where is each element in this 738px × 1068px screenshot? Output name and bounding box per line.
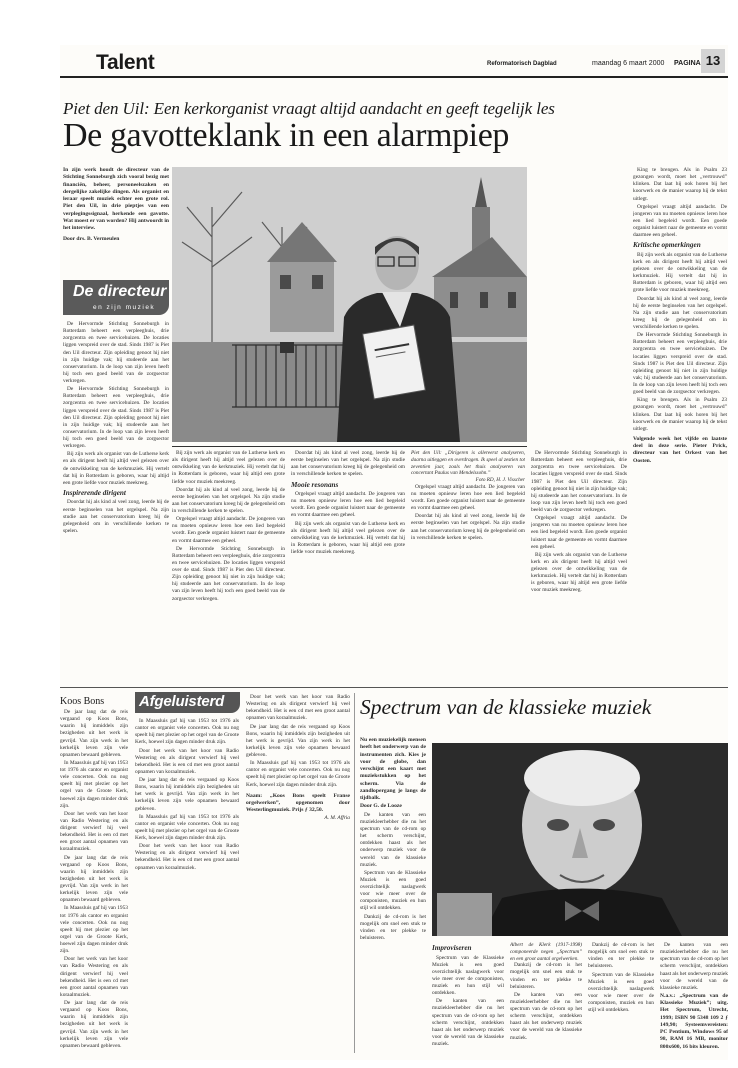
body-text: De kanten van een muziekleerhebber die nu het spectrum van de cd-rom op het scherm verschijnt, ontdekken haast als het onderwerp muziek voor de wereld van de klassieke muziek. [510, 991, 582, 1041]
article-body-column-3 [291, 450, 405, 670]
portrait-caption: Albert de Klerk (1917-1998) componeerde negen „Spectrum” en een groot aantal orgelwerken. [510, 942, 582, 962]
body-text: Door het werk van het koor van Radio Westering en als dirigent verwierf hij veel bekendheid. Het is een cd met een groot aantal opnamen van koraalmuziek. [60, 810, 128, 853]
article-headline: De gavotteklank in een alarmpiep [63, 117, 510, 154]
body-text: Bij zijn werk als organist van de Lutherse kerk en als dirigent heeft hij altijd veel gelezen over de ontwikkeling van de kerkmuziek. Hij vertelt dat hij in Rotterdam is geboren, waar hij altijd een grote liefde voor muziek meekreeg. [531, 551, 627, 594]
photo-caption: Piet den Uil: „Dirigeren is allereerst analyseren, daarna uitleggen en overdragen. Ik speel al zestien tot zeventien jaar, zoals het thuis analyseren van concertant Paulus van Mendelssohn.” [411, 450, 525, 477]
afgeluisterd-label: Afgeluisterd [139, 693, 225, 710]
article-body-column-5 [531, 450, 627, 670]
body-text: De kanten van een muziekleerhebber die nu het spectrum van de cd-rom op het scherm verschijnt, ontdekken haast als het onderwerp muziek voor de wereld van de klassieke muziek. [360, 811, 426, 868]
body-text: Doordat hij als kind al veel zong, leerde hij de eerste beginselen van het orgelspel. Na zijn studie aan het conservatorium kreeg hij de gelegenheid om in verschillende kerken te spelen. [63, 499, 169, 534]
body-text: Orgelspel vraagt altijd aandacht. De jongeren van nu moeten opnieuw leren hoe een lied begeleid wordt. Een goede organist luistert naar de gemeente en vormt daarmee een geheel. [633, 203, 727, 239]
body-text: Dankzij de cd-rom is het mogelijk om snel een stuk te vinden en ter plekke te beluisteren. [588, 942, 654, 970]
body-text: De jaar lang dat de reis vergaand op Koos Bons, waarin hij inmiddels zijn bezigheden uit het werk is gevrijd. Van zijn werk in het kerkelijk leven zijn vele opnamen bewaard gebleven. [60, 709, 128, 758]
article-byline: Door drs. B. Vermeulen [63, 236, 120, 243]
body-text: De Hervormde Stichting Sonneburgh in Rotterdam beheert een verpleeghuis, drie zorgcentra en twee servicehuizen. De locaties liggen verspreid over de stad. Sinds 1987 is Piet den Uil directeur. Zijn opleiding genoot hij niet in zijn huidige vak; hij studeerde aan het conservatorium. In de loop van zijn leven heeft hij toch een goed beeld van de zorgsector verkregen. [633, 332, 727, 396]
body-text: In Maassluis gaf hij van 1953 tot 1976 als cantor en organist vele concerten. Ook nu nog speelt hij met plezier op het orgel van de Groote Kerk, hoewel zijn dagen minder druk zijn. [246, 760, 350, 788]
body-text: King te brengen. Als in Psalm 23 gezongen wordt, moet het „vertrouwd” klinken. Dat laat hij ook horen bij het koorwerk en de manier waarop hij de tekst uitlegt. [633, 167, 727, 202]
body-text: In Maassluis gaf hij van 1953 tot 1976 als cantor en organist vele concerten. Ook nu nog speelt hij met plezier op het orgel van de Groote Kerk, hoewel zijn dagen minder druk zijn. [60, 905, 128, 955]
subhead-kritische-opmerkingen: Kritische opmerkingen [633, 241, 701, 250]
body-text: Dankzij de cd-rom is het mogelijk om snel een stuk te vinden en ter plekke te beluisteren. [510, 962, 582, 990]
spectrum-column-2 [432, 942, 504, 1053]
subhead-inspirerende-dirigent: Inspirerende dirigent [63, 488, 126, 497]
spectrum-subhead: Improviseren [432, 944, 472, 952]
afgeluisterd-column-3 [246, 694, 350, 1054]
body-text: In Maassluis gaf hij van 1953 tot 1976 als cantor en organist vele concerten. Ook nu nog speelt hij met plezier op het orgel van de Groote Kerk, hoewel zijn dagen minder druk zijn. [60, 759, 128, 809]
body-text: De Hervormde Stichting Sonneburgh in Rotterdam beheert een verpleeghuis, drie zorgcentra en twee servicehuizen. De locaties liggen verspreid over de stad. Sinds 1987 is Piet den Uil directeur. Zijn opleiding genoot hij niet in zijn huidige vak; hij studeerde aan het conservatorium. In de loop van zijn leven heeft hij toch een goed beeld van de zorgsector verkregen. [63, 386, 169, 450]
photo-illustration [172, 167, 527, 442]
body-text: De kanten van een muziekleerhebber die nu het spectrum van de cd-rom op het scherm verschijnt, ontdekken haast als het onderwerp muziek voor de wereld van de klassieke muziek. [432, 998, 504, 1047]
afgeluisterd-signature: A. M. Affria [324, 815, 350, 822]
afgeluisterd-column-1 [60, 709, 128, 1054]
body-text: Door het werk van het koor van Radio Westering en als dirigent verwierf hij veel bekendheid. Het is een cd met een groot aantal opnamen van koraalmuziek. [246, 694, 350, 722]
spectrum-intro: Nu een muziekelijk mensen heeft het onderwerp van de instrumenten zich. Kies je voor de globe, dan verschijnt een kaart met muziekstukken op het scherm. Via de zandlopergang je langs de tijdbalk. [360, 737, 426, 802]
section-name: Talent [96, 51, 155, 74]
page-number: 13 [701, 49, 725, 73]
body-text: Bij zijn werk als organist van de Lutherse kerk en als dirigent heeft hij altijd veel gelezen over de ontwikkeling van de kerkmuziek. Hij vertelt dat hij in Rotterdam is geboren, waar hij altijd een grote liefde voor muziek meekreeg. [172, 450, 285, 485]
subhead-mooie-resonans: Mooie resonans [291, 480, 339, 489]
article-body-column-4 [411, 450, 525, 670]
body-text: De jaar lang dat de reis vergaand op Koos Bons, waarin hij inmiddels zijn bezigheden uit het werk is gevrijd. Van zijn werk in het kerkelijk leven zijn vele opnamen bewaard gebleven. [246, 723, 350, 758]
section-divider [60, 687, 728, 688]
body-text: In Maassluis gaf hij van 1953 tot 1976 als cantor en organist vele concerten. Ook nu nog speelt hij met plezier op het orgel van de Groote Kerk, hoewel zijn dagen minder druk zijn. [135, 813, 239, 841]
article-body-column-6 [633, 167, 727, 667]
body-text: Dankzij de cd-rom is het mogelijk om snel een stuk te vinden en ter plekke te beluisteren. [360, 913, 426, 941]
body-text: Orgelspel vraagt altijd aandacht. De jongeren van nu moeten opnieuw leren hoe een lied begeleid wordt. Een goede organist luistert naar de gemeente en vormt daarmee een geheel. [172, 516, 285, 544]
body-text: De jaar lang dat de reis vergaand op Koos Bons, waarin hij inmiddels zijn bezigheden uit het werk is gevrijd. Van zijn werk in het kerkelijk leven zijn vele opnamen bewaard gebleven. [60, 1000, 128, 1049]
spectrum-column-4 [588, 942, 654, 1053]
body-text: In Maassluis gaf hij van 1953 tot 1976 als cantor en organist vele concerten. Ook nu nog speelt hij met plezier op het orgel van de Groote Kerk, hoewel zijn dagen minder druk zijn. [135, 718, 239, 746]
body-text: Doordat hij als kind al veel zong, leerde hij de eerste beginselen van het orgelspel. Na zijn studie aan het conservatorium kreeg hij de gelegenheid om in verschillende kerken te spelen. [291, 450, 405, 478]
afgeluisterd-banner [135, 692, 240, 713]
column-divider [354, 693, 355, 1053]
portrait-illustration [432, 743, 728, 936]
body-text: Bij zijn werk als organist van de Lutherse kerk en als dirigent heeft hij altijd veel gelezen over de ontwikkeling van de kerkmuziek. Hij vertelt dat hij in Rotterdam is geboren, waar hij altijd een grote liefde voor muziek meekreeg. [633, 251, 727, 294]
spectrum-column-5 [660, 942, 728, 1053]
koos-bons-title: Koos Bons [60, 696, 105, 707]
photo-rule [172, 446, 527, 447]
spectrum-title: Spectrum van de klassieke muziek [360, 695, 652, 719]
series-note: Volgende week het vijfde en laatste deel in deze serie. Pieter Prick, directeur van het Orkest van het Oosten. [633, 435, 727, 464]
spectrum-byline: Door G. de Looze [360, 803, 402, 810]
article-kicker: Piet den Uil: Een kerkorganist vraagt altijd aandacht en geeft tegelijk les [63, 99, 555, 118]
article-body-column-1 [63, 321, 169, 656]
body-text: Orgelspel vraagt altijd aandacht. De jongeren van nu moeten opnieuw leren hoe een lied begeleid wordt. Een goede organist luistert naar de gemeente en vormt daarmee een geheel. [411, 483, 525, 512]
body-text: De jaar lang dat de reis vergaand op Koos Bons, waarin hij inmiddels zijn bezigheden uit het werk is gevrijd. Van zijn werk in het kerkelijk leven zijn vele opnamen bewaard gebleven. [60, 854, 128, 904]
afgeluisterd-note: Naam: „Koos Bons speelt Franse orgelwerken”, opgenomen door Westerlingmuziek. Prijs ƒ 32,50. [246, 792, 350, 814]
body-text: King te brengen. Als in Psalm 23 gezongen wordt, moet het „vertrouwd” klinken. Dat laat hij ook horen bij het koorwerk en de manier waarop hij de tekst uitlegt. [633, 397, 727, 432]
body-text: Door het werk van het koor van Radio Westering en als dirigent verwierf hij veel bekendheid. Het is een cd met een groot aantal opnamen van koraalmuziek. [60, 956, 128, 998]
article-column-1 [63, 167, 169, 244]
article-intro: In zijn werk houdt de directeur van de Stichting Sonneburgh zich vooral bezig met financiën, beheer, personeelszaken en dergelijke zakelijke dingen. Als organist en leraar speelt muziek echter een grote rol. Piet den Uil, in drie pieptjes van een verplegingssignaal, herkende een gavotte. Wat moest er van worden? Hij antwoordt in het interview. [63, 167, 169, 232]
body-text: Doordat hij als kind al veel zong, leerde hij de eerste beginselen van het orgelspel. Na zijn studie aan het conservatorium kreeg hij de gelegenheid om in verschillende kerken te spelen. [411, 513, 525, 541]
issue-date: maandag 6 maart 2000 [592, 60, 665, 67]
directeur-banner-title: De directeur [73, 283, 167, 300]
publisher-name: Reformatorisch Dagblad [487, 61, 557, 67]
article-body-column-2 [172, 450, 285, 670]
spectrum-info: N.a.v.: „Spectrum van de Klassieke Muziek”; uitg. Het Spectrum, Utrecht, 1999; ISBN 90 5348 109 2 ƒ 149,90; Systeemvereisten: PC Pentium, Windows 95 of 98, RAM 16 MB, monitor 800x600, 16 bits kleuren. [660, 992, 728, 1050]
spectrum-column-1 [360, 737, 426, 1053]
masthead-rule [60, 76, 728, 78]
body-text: De Hervormde Stichting Sonneburgh in Rotterdam beheert een verpleeghuis, drie zorgcentra en twee servicehuizen. De locaties liggen verspreid over de stad. Sinds 1987 is Piet den Uil directeur. Zijn opleiding genoot hij niet in zijn huidige vak; hij studeerde aan het conservatorium. In de loop van zijn leven heeft hij toch een goed beeld van de zorgsector verkregen. [63, 321, 169, 384]
body-text: Spectrum van de Klassieke Muziek is een goed overzichtelijk naslagwerk voor wie meer over de componisten, muziek en hun stijl wil ontdekken. [588, 971, 654, 1014]
photo-credit: Foto RD, H. J. Visscher [475, 477, 525, 483]
afgeluisterd-column-2 [135, 718, 239, 1054]
directeur-banner-subtitle: en zijn muziek [93, 304, 156, 311]
directeur-banner [63, 280, 169, 315]
body-text: Doordat hij als kind al veel zong, leerde hij de eerste beginselen van het orgelspel. Na zijn studie aan het conservatorium kreeg hij de gelegenheid om in verschillende kerken te spelen. [172, 486, 285, 514]
spectrum-column-3 [510, 942, 582, 1053]
body-text: De Hervormde Stichting Sonneburgh in Rotterdam beheert een verpleeghuis, drie zorgcentra en twee servicehuizen. De locaties liggen verspreid over de stad. Sinds 1987 is Piet den Uil directeur. Zijn opleiding genoot hij niet in zijn huidige vak; hij studeerde aan het conservatorium. In de loop van zijn leven heeft hij toch een goed beeld van de zorgsector verkregen. [172, 545, 285, 602]
body-text: Bij zijn werk als organist van de Lutherse kerk en als dirigent heeft hij altijd veel gelezen over de ontwikkeling van de kerkmuziek. Hij vertelt dat hij in Rotterdam is geboren, waar hij altijd een grote liefde voor muziek meekreeg. [63, 451, 169, 486]
body-text: De jaar lang dat de reis vergaand op Koos Bons, waarin hij inmiddels zijn bezigheden uit het werk is gevrijd. Van zijn werk in het kerkelijk leven zijn vele opnamen bewaard gebleven. [135, 777, 239, 812]
body-text: Doordat hij als kind al veel zong, leerde hij de eerste beginselen van het orgelspel. Na zijn studie aan het conservatorium kreeg hij de gelegenheid om in verschillende kerken te spelen. [633, 295, 727, 330]
body-text: Orgelspel vraagt altijd aandacht. De jongeren van nu moeten opnieuw leren hoe een lied begeleid wordt. Een goede organist luistert naar de gemeente en vormt daarmee een geheel. [531, 515, 627, 550]
body-text: De Hervormde Stichting Sonneburgh in Rotterdam beheert een verpleeghuis, drie zorgcentra en twee servicehuizen. De locaties liggen verspreid over de stad. Sinds 1987 is Piet den Uil directeur. Zijn opleiding genoot hij niet in zijn huidige vak; hij studeerde aan het conservatorium. In de loop van zijn leven heeft hij toch een goed beeld van de zorgsector verkregen. [531, 450, 627, 513]
photo-piet-den-uil [172, 167, 527, 442]
photo-albert-de-klerk [432, 743, 728, 936]
body-text: Spectrum van de Klassieke Muziek is een goed overzichtelijk naslagwerk voor wie meer over de componisten, muziek en hun stijl wil ontdekken. [432, 954, 504, 997]
body-text: Orgelspel vraagt altijd aandacht. De jongeren van nu moeten opnieuw leren hoe een lied begeleid wordt. Een goede organist luistert naar de gemeente en vormt daarmee een geheel. [291, 491, 405, 519]
page-label: PAGINA [674, 60, 701, 67]
body-text: Spectrum van de Klassieke Muziek is een goed overzichtelijk naslagwerk voor wie meer over de componisten, muziek en hun stijl wil ontdekken. [360, 869, 426, 912]
body-text: Door het werk van het koor van Radio Westering en als dirigent verwierf hij veel bekendheid. Het is een cd met een groot aantal opnamen van koraalmuziek. [135, 843, 239, 871]
body-text: Bij zijn werk als organist van de Lutherse kerk en als dirigent heeft hij altijd veel gelezen over de ontwikkeling van de kerkmuziek. Hij vertelt dat hij in Rotterdam is geboren, waar hij altijd een grote liefde voor muziek meekreeg. [291, 520, 405, 555]
body-text: Door het werk van het koor van Radio Westering en als dirigent verwierf hij veel bekendheid. Het is een cd met een groot aantal opnamen van koraalmuziek. [135, 747, 239, 775]
newspaper-page [60, 45, 728, 1060]
body-text: De kanten van een muziekleerhebber die nu het spectrum van de cd-rom op het scherm verschijnt, ontdekken haast als het onderwerp muziek voor de wereld van de klassieke muziek. [660, 942, 728, 991]
